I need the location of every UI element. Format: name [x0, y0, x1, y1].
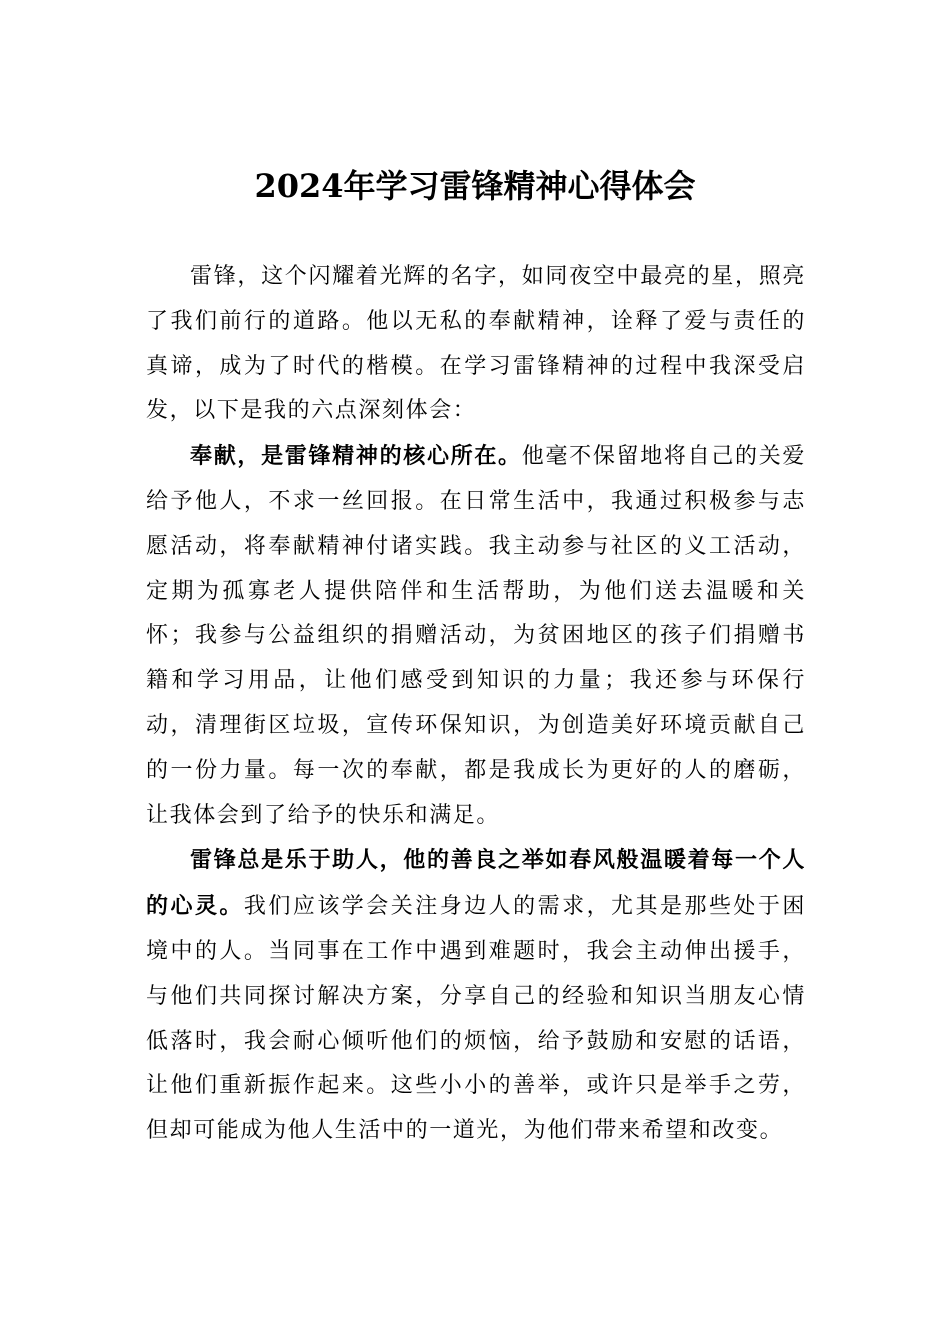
- paragraph-intro: [146, 255, 806, 434]
- document-title: 2024年学习雷锋精神心得体会: [254, 167, 696, 205]
- paragraph-text: 他毫不保留地将自己的关爱给予他人，不求一丝回报。在日常生活中，我通过积极参与志愿活动，将奉献精神付诸实践。我主动参与社区的义工活动，定期为孤寡老人提供陪伴和生活帮助，为他们送去温暖和关怀；我参与公益组织的捐赠活动，为贫困地区的孩子们捐赠书籍和学习用品，让他们感受到知识的力量；我还参与环保行动，清理街区垃圾，宣传环保知识，为创造美好环境贡献自己的一份力量。每一次的奉献，都是我成长为更好的人的磨砺，让我体会到了给予的快乐和满足。: [146, 444, 807, 828]
- paragraph-lead: 雷锋总是乐于助人，他的善良之举如春风般温暖着每一个人的心灵。: [146, 847, 806, 920]
- paragraph-text: 雷锋，这个闪耀着光辉的名字，如同夜空中最亮的星，照亮了我们前行的道路。他以无私的奉献精神，诠释了爱与责任的真谛，成为了时代的楷模。在学习雷锋精神的过程中我深受启发，以下是我的六点深刻体会：: [146, 264, 806, 424]
- paragraph-text: 我们应该学会关注身边人的需求，尤其是那些处于困境中的人。当同事在工作中遇到难题时，我会主动伸出援手，与他们共同探讨解决方案，分享自己的经验和知识当朋友心情低落时，我会耐心倾听他们的烦恼，给予鼓励和安慰的话语，让他们重新振作起来。这些小小的善举，或许只是举手之劳，但却可能成为他人生活中的一道光，为他们带来希望和改变。: [146, 894, 806, 1144]
- document-body: [146, 255, 806, 1154]
- paragraph-helping-others: [146, 838, 806, 1154]
- paragraph-lead: 奉献，是雷锋精神的核心所在。: [190, 443, 522, 470]
- paragraph-dedication: [146, 434, 806, 838]
